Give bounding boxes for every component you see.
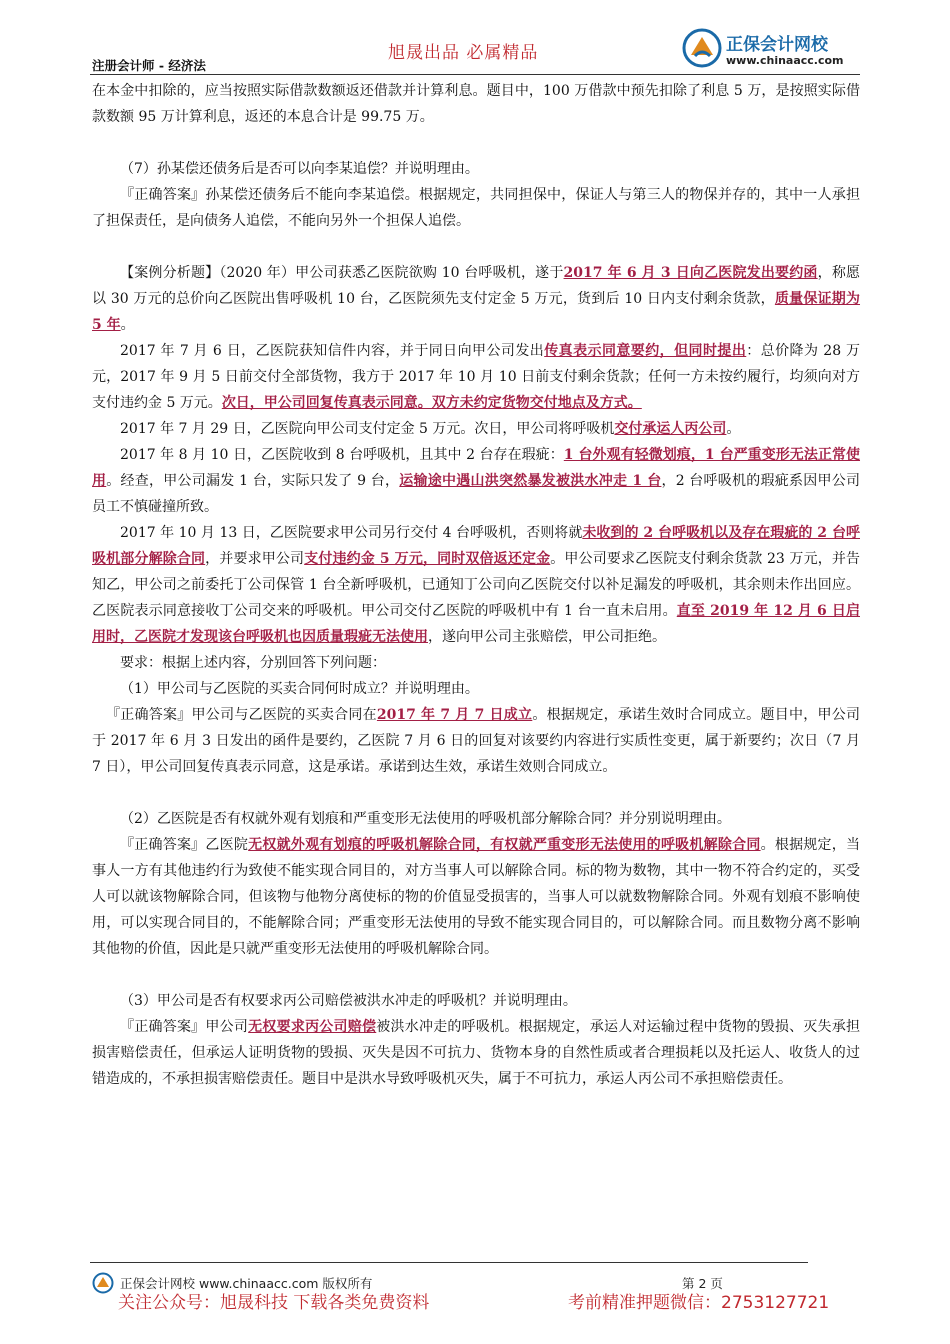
document-body xyxy=(92,78,860,1092)
highlight-formation-date: 2017 年 7 月 7 日成立 xyxy=(376,707,533,723)
requirements: 要求：根据上述内容，分别回答下列问题： xyxy=(120,655,386,671)
case-paragraph-3: 2017 年 7 月 29 日，乙医院向甲公司支付定金 5 万元。次日，甲公司将呼吸机交付承运人丙公司。 xyxy=(120,421,741,437)
case-paragraph-5: 2017 年 10 月 13 日，乙医院要求甲公司另行交付 4 台呼吸机，否则将就未收到的 2 台呼吸机以及存在瑕疵的 2 台呼吸机部分解除合同，并要求甲公司支付违约金 5 万元，同时双倍返还定金。甲公司要求乙医院支付剩余货款 23 万元，并告知乙，甲公司之前委托丁公司保管 1 台全新呼吸机，已通知丁公司向乙医院交付以补足漏发的呼吸机，其余则未作出回应。乙医院表示同意接收丁公司交来的呼吸机。甲公司交付乙医院的呼吸机中有 1 台一直未启用。直至 2019 年 12 月 6 日启用时，乙医院才发现该台呼吸机也因质量瑕疵无法使用，遂向甲公司主张赔偿，甲公司拒绝。 xyxy=(92,525,861,645)
answer-3: 『正确答案』甲公司无权要求丙公司赔偿被洪水冲走的呼吸机。根据规定，承运人对运输过程中货物的毁损、灭失承担损害赔偿责任，但承运人证明货物的毁损、灭失是因不可抗力、货物本身的自然性质或者合理损耗以及托运人、收货人的过错造成的，不承担损害赔偿责任。题目中是洪水导致呼吸机灭失，属于不可抗力，承运人丙公司不承担赔偿责任。 xyxy=(92,1019,861,1087)
footer-divider xyxy=(90,1262,808,1263)
highlight-acceptance: 次日，甲公司回复传真表示同意。双方未约定货物交付地点及方式。 xyxy=(221,395,642,411)
footer-copyright: 正保会计网校 www.chinaacc.com 版权所有 xyxy=(120,1276,373,1291)
highlight-defects: 1 台外观有轻微划痕，1 台严重变形无法正常使用 xyxy=(92,447,861,489)
case-paragraph-4: 2017 年 8 月 10 日，乙医院收到 8 台呼吸机，且其中 2 台存在瑕疵：1 台外观有轻微划痕，1 台严重变形无法正常使用。经查，甲公司漏发 1 台，实际只发了 9 台，运输途中遇山洪突然暴发被洪水冲走 1 台，2 台呼吸机的瑕疵系因甲公司员工不慎碰撞所致。 xyxy=(92,447,861,515)
question-7: （7）孙某偿还债务后是否可以向李某追偿？并说明理由。 xyxy=(120,161,479,177)
logo-emblem-icon xyxy=(682,28,722,68)
answer-2: 『正确答案』乙医院无权就外观有划痕的呼吸机解除合同，有权就严重变形无法使用的呼吸机解除合同。根据规定，当事人一方有其他违约行为致使不能实现合同目的，对方当事人可以解除合同。标的物为数物，其中一物不符合约定的，买受人可以就该物解除合同，但该物与他物分离使标的物的价值显受损害的，当事人可以就数物解除合同。外观有划痕不影响使用，可以实现合同目的，不能解除合同；严重变形无法使用的导致不能实现合同目的，可以解除合同。而且数物分离不影响其他物的价值，因此是只就严重变形无法使用的呼吸机解除合同。 xyxy=(92,837,861,957)
highlight-rescission-rights: 无权就外观有划痕的呼吸机解除合同，有权就严重变形无法使用的呼吸机解除合同 xyxy=(248,837,761,853)
highlight-penalty: 支付违约金 5 万元，同时双倍返还定金 xyxy=(304,551,551,567)
answer-7: 『正确答案』孙某偿还债务后不能向李某追偿。根据规定，共同担保中，保证人与第三人的物保并存的，其中一人承担了担保责任，是向债务人追偿，不能向另外一个担保人追偿。 xyxy=(92,187,860,229)
header-slogan: 旭晟出品 必属精品 xyxy=(388,43,539,63)
highlight-offer-date: 2017 年 6 月 3 日向乙医院发出要约函 xyxy=(563,265,818,281)
question-1: （1）甲公司与乙医院的买卖合同何时成立？并说明理由。 xyxy=(120,681,479,697)
highlight-partial-rescission: 未收到的 2 台呼吸机以及存在瑕疵的 2 台呼吸机部分解除合同 xyxy=(92,525,860,567)
highlight-counteroffer: 传真表示同意要约，但同时提出 xyxy=(544,343,747,359)
logo-name: 正保会计网校 xyxy=(726,35,828,55)
highlight-no-compensation: 无权要求丙公司赔偿 xyxy=(248,1019,377,1035)
highlight-warranty: 质量保证期为 5 年 xyxy=(92,291,861,333)
page-number: 第 2 页 xyxy=(682,1276,723,1291)
question-2: （2）乙医院是否有权就外观有划痕和严重变形无法使用的呼吸机部分解除合同？并分别说明理由。 xyxy=(120,811,731,827)
highlight-latent-defect: 直至 2019 年 12 月 6 日启用时，乙医院才发现该台呼吸机也因质量瑕疵无法使用 xyxy=(92,603,860,645)
header-divider xyxy=(90,74,860,75)
case-intro: 【案例分析题】（2020 年）甲公司获悉乙医院欲购 10 台呼吸机，遂于2017 年 6 月 3 日向乙医院发出要约函，称愿以 30 万元的总价向乙医院出售呼吸机 10 台，乙医院须先支付定金 5 万元，货到后 10 日内支付剩余货款，质量保证期为 5 年。 xyxy=(92,265,861,333)
brand-logo[interactable] xyxy=(682,28,872,74)
footer-promo-wechat-account: 关注公众号：旭晟科技 下载各类免费资料 xyxy=(118,1293,430,1313)
paragraph-prev-answer: 在本金中扣除的，应当按照实际借款数额返还借款并计算利息。题目中，100 万借款中预先扣除了利息 5 万，是按照实际借款数额 95 万计算利息，返还的本息合计是 99.75 万。 xyxy=(92,83,860,125)
page-footer xyxy=(0,1256,950,1344)
course-title: 注册会计师 - 经济法 xyxy=(92,58,206,73)
highlight-carrier: 交付承运人丙公司 xyxy=(614,421,727,437)
answer-1: 『正确答案』甲公司与乙医院的买卖合同在2017 年 7 月 7 日成立。根据规定，承诺生效时合同成立。题目中，甲公司于 2017 年 6 月 3 日发出的函件是要约，乙医院 7 月 6 日的回复对该要约内容进行实质性变更，属于新要约；次日（7 月 7 日），甲公司回复传真表示同意，这是承诺。承诺到达生效，承诺生效则合同成立。 xyxy=(92,707,860,775)
logo-url: www.chinaacc.com xyxy=(726,54,844,67)
case-paragraph-2: 2017 年 7 月 6 日，乙医院获知信件内容，并于同日向甲公司发出传真表示同意要约，但同时提出：总价降为 28 万元，2017 年 9 月 5 日前交付全部货物，我方于 2017 年 10 月 10 日前支付剩余货款；任何一方未按约履行，均须向对方支付违约金 5 万元。次日，甲公司回复传真表示同意。双方未约定货物交付地点及方式。 xyxy=(92,343,861,411)
question-3: （3）甲公司是否有权要求丙公司赔偿被洪水冲走的呼吸机？并说明理由。 xyxy=(120,993,577,1009)
highlight-flood: 运输途中遇山洪突然暴发被洪水冲走 1 台 xyxy=(399,473,662,489)
footer-promo-contact: 考前精准押题微信：2753127721 xyxy=(568,1293,830,1313)
page-header xyxy=(0,0,950,80)
footer-logo-icon xyxy=(92,1272,114,1294)
